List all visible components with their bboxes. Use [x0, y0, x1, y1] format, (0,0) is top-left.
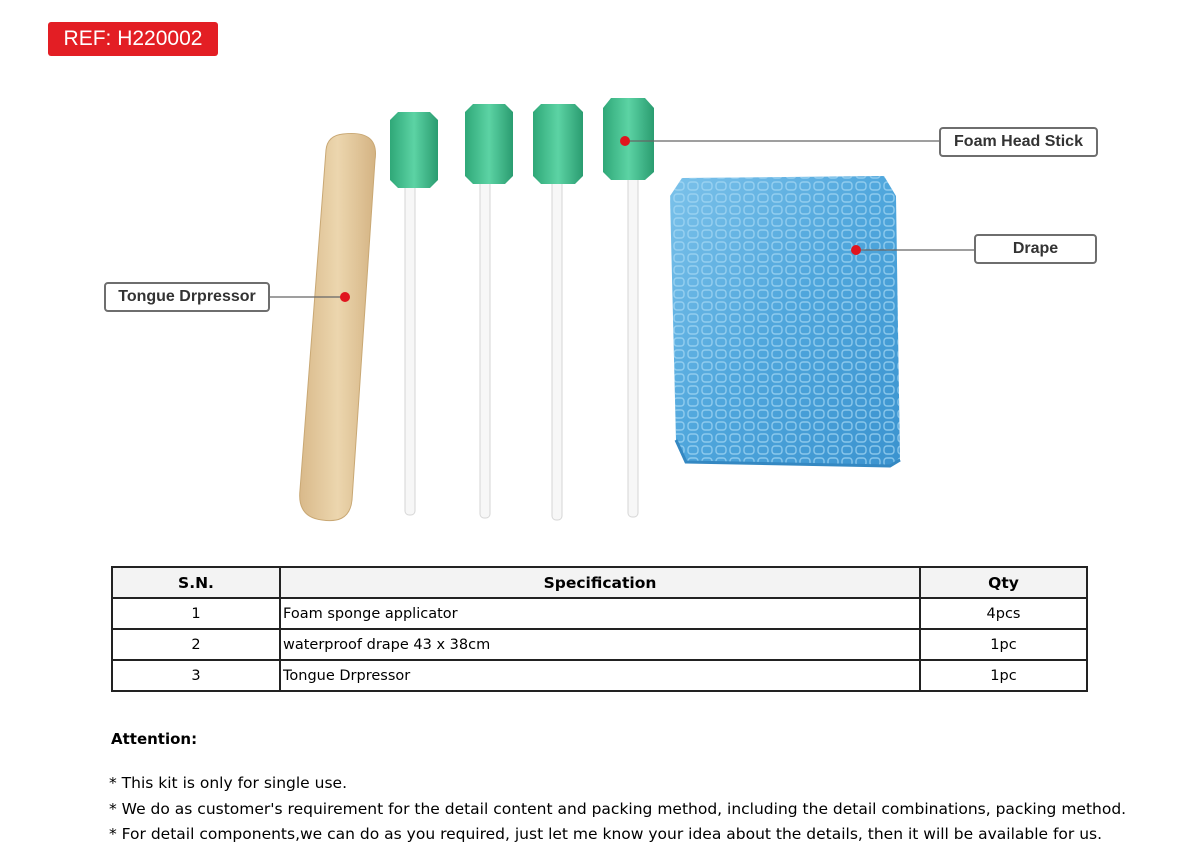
callout-drape: Drape	[974, 234, 1097, 264]
ref-badge: REF: H220002	[48, 22, 218, 56]
callout-foam-head-stick: Foam Head Stick	[939, 127, 1098, 157]
cell-qty: 1pc	[920, 660, 1087, 691]
cell-sn: 2	[112, 629, 280, 660]
callout-tongue-depressor: Tongue Drpressor	[104, 282, 270, 312]
header-qty: Qty	[920, 567, 1087, 598]
notes-list	[109, 771, 1126, 848]
foam-stick-1	[390, 112, 438, 515]
note-item: * For detail components,we can do as you required, just let me know your idea about the details, then it will be available for us.	[109, 825, 1103, 843]
cell-qty: 4pcs	[920, 598, 1087, 629]
cell-specification: Tongue Drpressor	[280, 660, 920, 691]
foam-stick-4	[603, 98, 654, 517]
marker-drape	[851, 245, 861, 255]
table-header-row	[112, 567, 1087, 598]
cell-qty: 1pc	[920, 629, 1087, 660]
header-sn: S.N.	[112, 567, 280, 598]
table-row	[112, 629, 1087, 660]
table-row	[112, 660, 1087, 691]
cell-sn: 3	[112, 660, 280, 691]
cell-specification: waterproof drape 43 x 38cm	[280, 629, 920, 660]
marker-tongue	[340, 292, 350, 302]
foam-stick-3	[533, 104, 583, 520]
marker-foam	[620, 136, 630, 146]
header-specification: Specification	[280, 567, 920, 598]
table-row	[112, 598, 1087, 629]
attention-heading: Attention:	[111, 730, 198, 748]
spec-table	[111, 566, 1088, 692]
cell-specification: Foam sponge applicator	[280, 598, 920, 629]
note-item: * This kit is only for single use.	[109, 774, 348, 792]
tongue-depressor	[300, 133, 376, 520]
drape	[670, 176, 900, 466]
cell-sn: 1	[112, 598, 280, 629]
foam-stick-2	[465, 104, 513, 518]
note-item: * We do as customer's requirement for the detail content and packing method, including the detail combinations, packing method.	[109, 799, 1127, 818]
